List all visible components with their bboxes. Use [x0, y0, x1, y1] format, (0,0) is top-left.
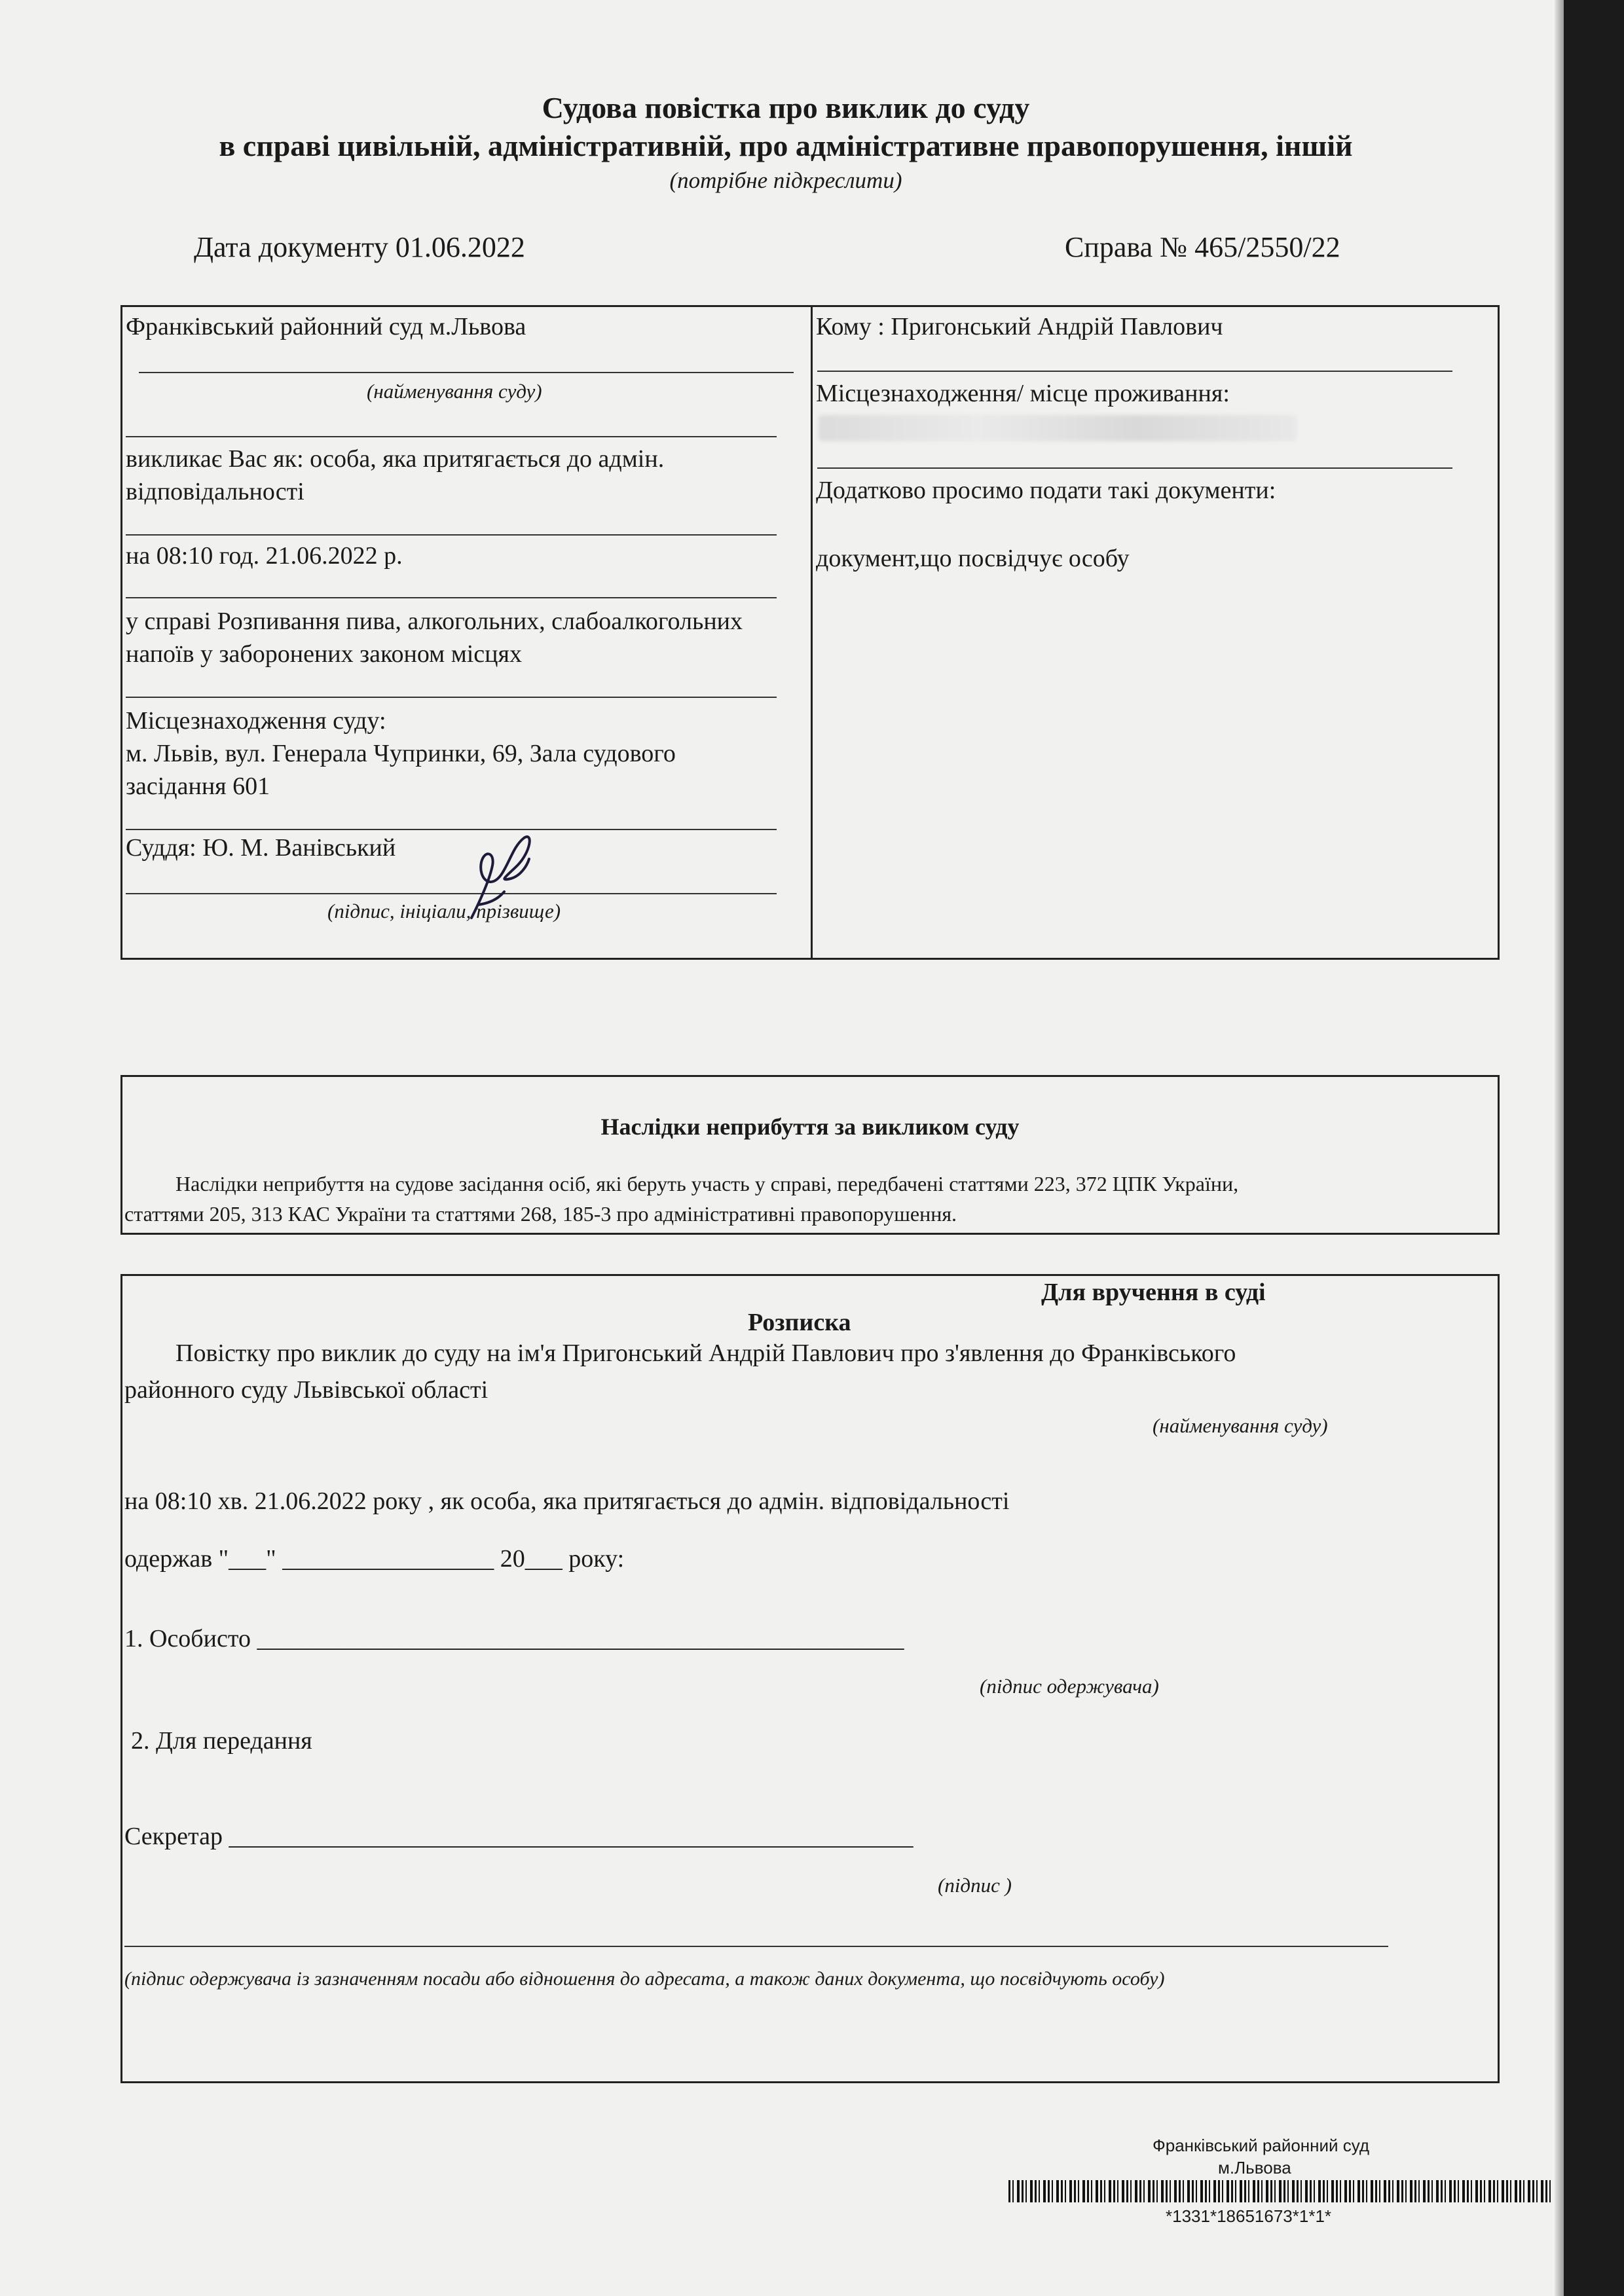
barcode-text: *1331*18651673*1*1*: [1166, 2206, 1332, 2226]
court-underline: [139, 372, 794, 373]
divider: [126, 697, 777, 698]
document-date: Дата документу 01.06.2022: [194, 231, 525, 263]
title-line-1: Судова повістка про виклик до суду: [542, 91, 1030, 124]
receipt-line-2: районного суду Львівської області: [124, 1376, 489, 1404]
receipt-footer-underline: [124, 1946, 1388, 1947]
redacted-address: [819, 415, 1297, 441]
scan-shadow: [1555, 0, 1564, 2296]
address-label: Місцезнаходження/ місце проживання:: [816, 380, 1230, 407]
receipt-title: Розписка: [748, 1309, 851, 1336]
receipt-footer-caption: (підпис одержувача із зазначенням посади або відношення до адресата, а також даних документа, що посвідчують особу): [124, 1968, 1165, 1990]
judge-name: Суддя: Ю. М. Ванівський: [126, 834, 396, 862]
secretary-line: Секретар _______________________________________________________: [124, 1823, 913, 1850]
court-caption: (найменування суду): [367, 380, 542, 403]
recipient-underline: [817, 371, 1452, 372]
case-matter-line-1: у справі Розпивання пива, алкогольних, слабоалкогольних: [126, 608, 743, 635]
receipt-time-line: на 08:10 хв. 21.06.2022 року , як особа, яка притягається до адмін. відповідальності: [124, 1487, 1010, 1515]
hearing-time: на 08:10 год. 21.06.2022 р.: [126, 542, 403, 570]
scan-border: [1564, 0, 1624, 2296]
judge-signature: [452, 826, 550, 931]
consequences-title: Наслідки неприбуття за викликом суду: [600, 1114, 1020, 1140]
court-location-line-1: м. Львів, вул. Генерала Чупринки, 69, Зала судового: [126, 740, 676, 767]
signature-caption: (підпис, ініціали, прізвище): [327, 900, 561, 922]
transfer-label: 2. Для передання: [131, 1727, 312, 1755]
received-date-line: одержав "___" _________________ 20___ року:: [124, 1545, 625, 1573]
address-underline: [817, 467, 1452, 469]
case-matter-line-2: напоїв у заборонених законом місцях: [126, 640, 522, 668]
divider: [126, 534, 777, 536]
documents-value: документ,що посвідчує особу: [816, 545, 1130, 572]
barcode: [1008, 2180, 1552, 2202]
court-location-line-2: засідання 601: [126, 773, 270, 800]
stamp-line-1: Франківський районний суд: [1153, 2136, 1370, 2155]
consequences-line-1: Наслідки неприбуття на судове засідання осіб, які беруть участь у справі, передбачені статтями 223, 372 ЦПК України,: [175, 1172, 1239, 1195]
consequences-line-2: статтями 205, 313 КАС України та статтями 268, 185-3 про адміністративні правопорушення.: [124, 1202, 957, 1226]
receipt-court-caption: (найменування суду): [1153, 1414, 1328, 1437]
receipt-line-1: Повістку про виклик до суду на ім'я Пригонський Андрій Павлович про з'явлення до Франківського: [175, 1339, 1236, 1367]
divider: [126, 597, 777, 598]
recipient-signature-caption: (підпис одержувача): [980, 1675, 1159, 1698]
stamp-line-2: м.Львова: [1218, 2158, 1291, 2178]
recipient-name: Кому : Пригонський Андрій Павлович: [816, 313, 1223, 340]
case-number: Справа № 465/2550/22: [1065, 231, 1340, 263]
personally-line: 1. Особисто ____________________________________________________: [124, 1625, 904, 1652]
for-delivery-label: Для вручення в суді: [1041, 1279, 1266, 1306]
column-divider: [811, 305, 813, 960]
divider: [126, 436, 777, 437]
title-note: (потрібне підкреслити): [669, 168, 902, 193]
signature-underline: [126, 893, 777, 894]
court-location-label: Місцезнаходження суду:: [126, 707, 386, 735]
documents-label: Додатково просимо подати такі документи:: [816, 477, 1276, 504]
title-line-2: в справі цивільній, адміністративній, про адміністративне правопорушення, іншій: [219, 129, 1353, 162]
summon-role-line-1: викликає Вас як: особа, яка притягається до адмін.: [126, 445, 665, 473]
secretary-signature-caption: (підпис ): [938, 1874, 1012, 1897]
summon-role-line-2: відповідальності: [126, 478, 304, 505]
court-name: Франківський районний суд м.Львова: [126, 313, 526, 340]
